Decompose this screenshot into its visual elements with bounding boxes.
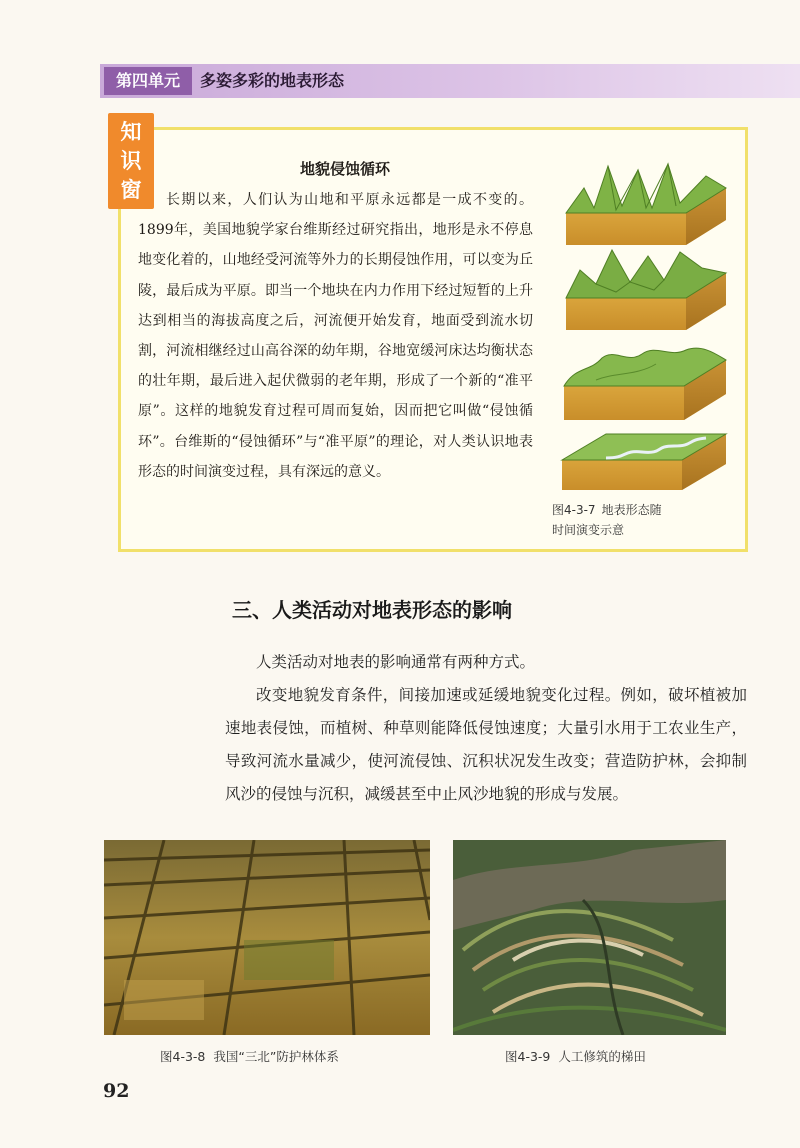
landform-evolution-illustration [556, 158, 736, 498]
photo-shelterbelt [104, 840, 430, 1035]
figure-number: 图4-3-8 [160, 1049, 206, 1064]
unit-title: 多姿多彩的地表形态 [200, 71, 345, 90]
tag-char: 知 [120, 120, 142, 144]
unit-label: 第四单元 [104, 67, 192, 95]
paragraph: 人类活动对地表的影响通常有两种方式。 [256, 653, 536, 671]
figure-caption-terraces [505, 1047, 646, 1065]
paragraph: 改变地貌发育条件，间接加速或延缓地貌变化过程。例如，破坏植被加速地表侵蚀，而植树、种草则能降低侵蚀速度；大量引水用于工农业生产，导致河流水量减少，使河流侵蚀、沉积状况发生改变；营造防护林，会抑制风沙的侵蚀与沉积，减缓甚至中止风沙地貌的形成与发展。 [225, 686, 747, 803]
block-peneplain [562, 434, 726, 490]
figure-caption-text: 我国“三北”防护林体系 [213, 1049, 339, 1064]
photo-terraces [453, 840, 726, 1035]
knowledge-body: 长期以来，人们认为山地和平原永远都是一成不变的。1899年，美国地貌学家台维斯经过研究指出，地形是永不停息地变化着的，山地经受河流等外力的长期侵蚀作用，可以变为丘陵，最后成为平原。即当一个地块在内力作用下经过短暂的上升达到相当的海拔高度之后，河流便开始发育，地面受到流水切割，河流相继经过山高谷深的幼年期，谷地宽缓河床达均衡状态的壮年期，最后进入起伏微弱的老年期，形成了一个新的“准平原”。这样的地貌发育过程可周而复始，因而把它叫做“侵蚀循环”。台维斯的“侵蚀循环”与“准平原”的理论，对人类认识地表形态的时间演变过程，具有深远的意义。 [138, 192, 533, 480]
figure-number: 图4-3-9 [505, 1049, 551, 1064]
figure-caption-line2: 时间演变示意 [552, 523, 625, 537]
figure-caption-shelterbelt [160, 1047, 339, 1065]
tag-char: 识 [120, 149, 142, 173]
page-number: 92 [103, 1080, 130, 1102]
figure-caption-landform [552, 500, 732, 540]
figure-caption-line1: 地表形态随 [601, 503, 662, 517]
knowledge-title: 地貌侵蚀循环 [299, 160, 390, 178]
tag-char: 窗 [120, 178, 142, 202]
block-hills [564, 348, 726, 420]
block-mature-mountains [566, 250, 726, 330]
section-title: 三、人类活动对地表形态的影响 [232, 598, 512, 622]
figure-number: 图4-3-7 [552, 503, 596, 517]
block-youth [566, 164, 726, 245]
figure-caption-text: 人工修筑的梯田 [558, 1049, 646, 1064]
